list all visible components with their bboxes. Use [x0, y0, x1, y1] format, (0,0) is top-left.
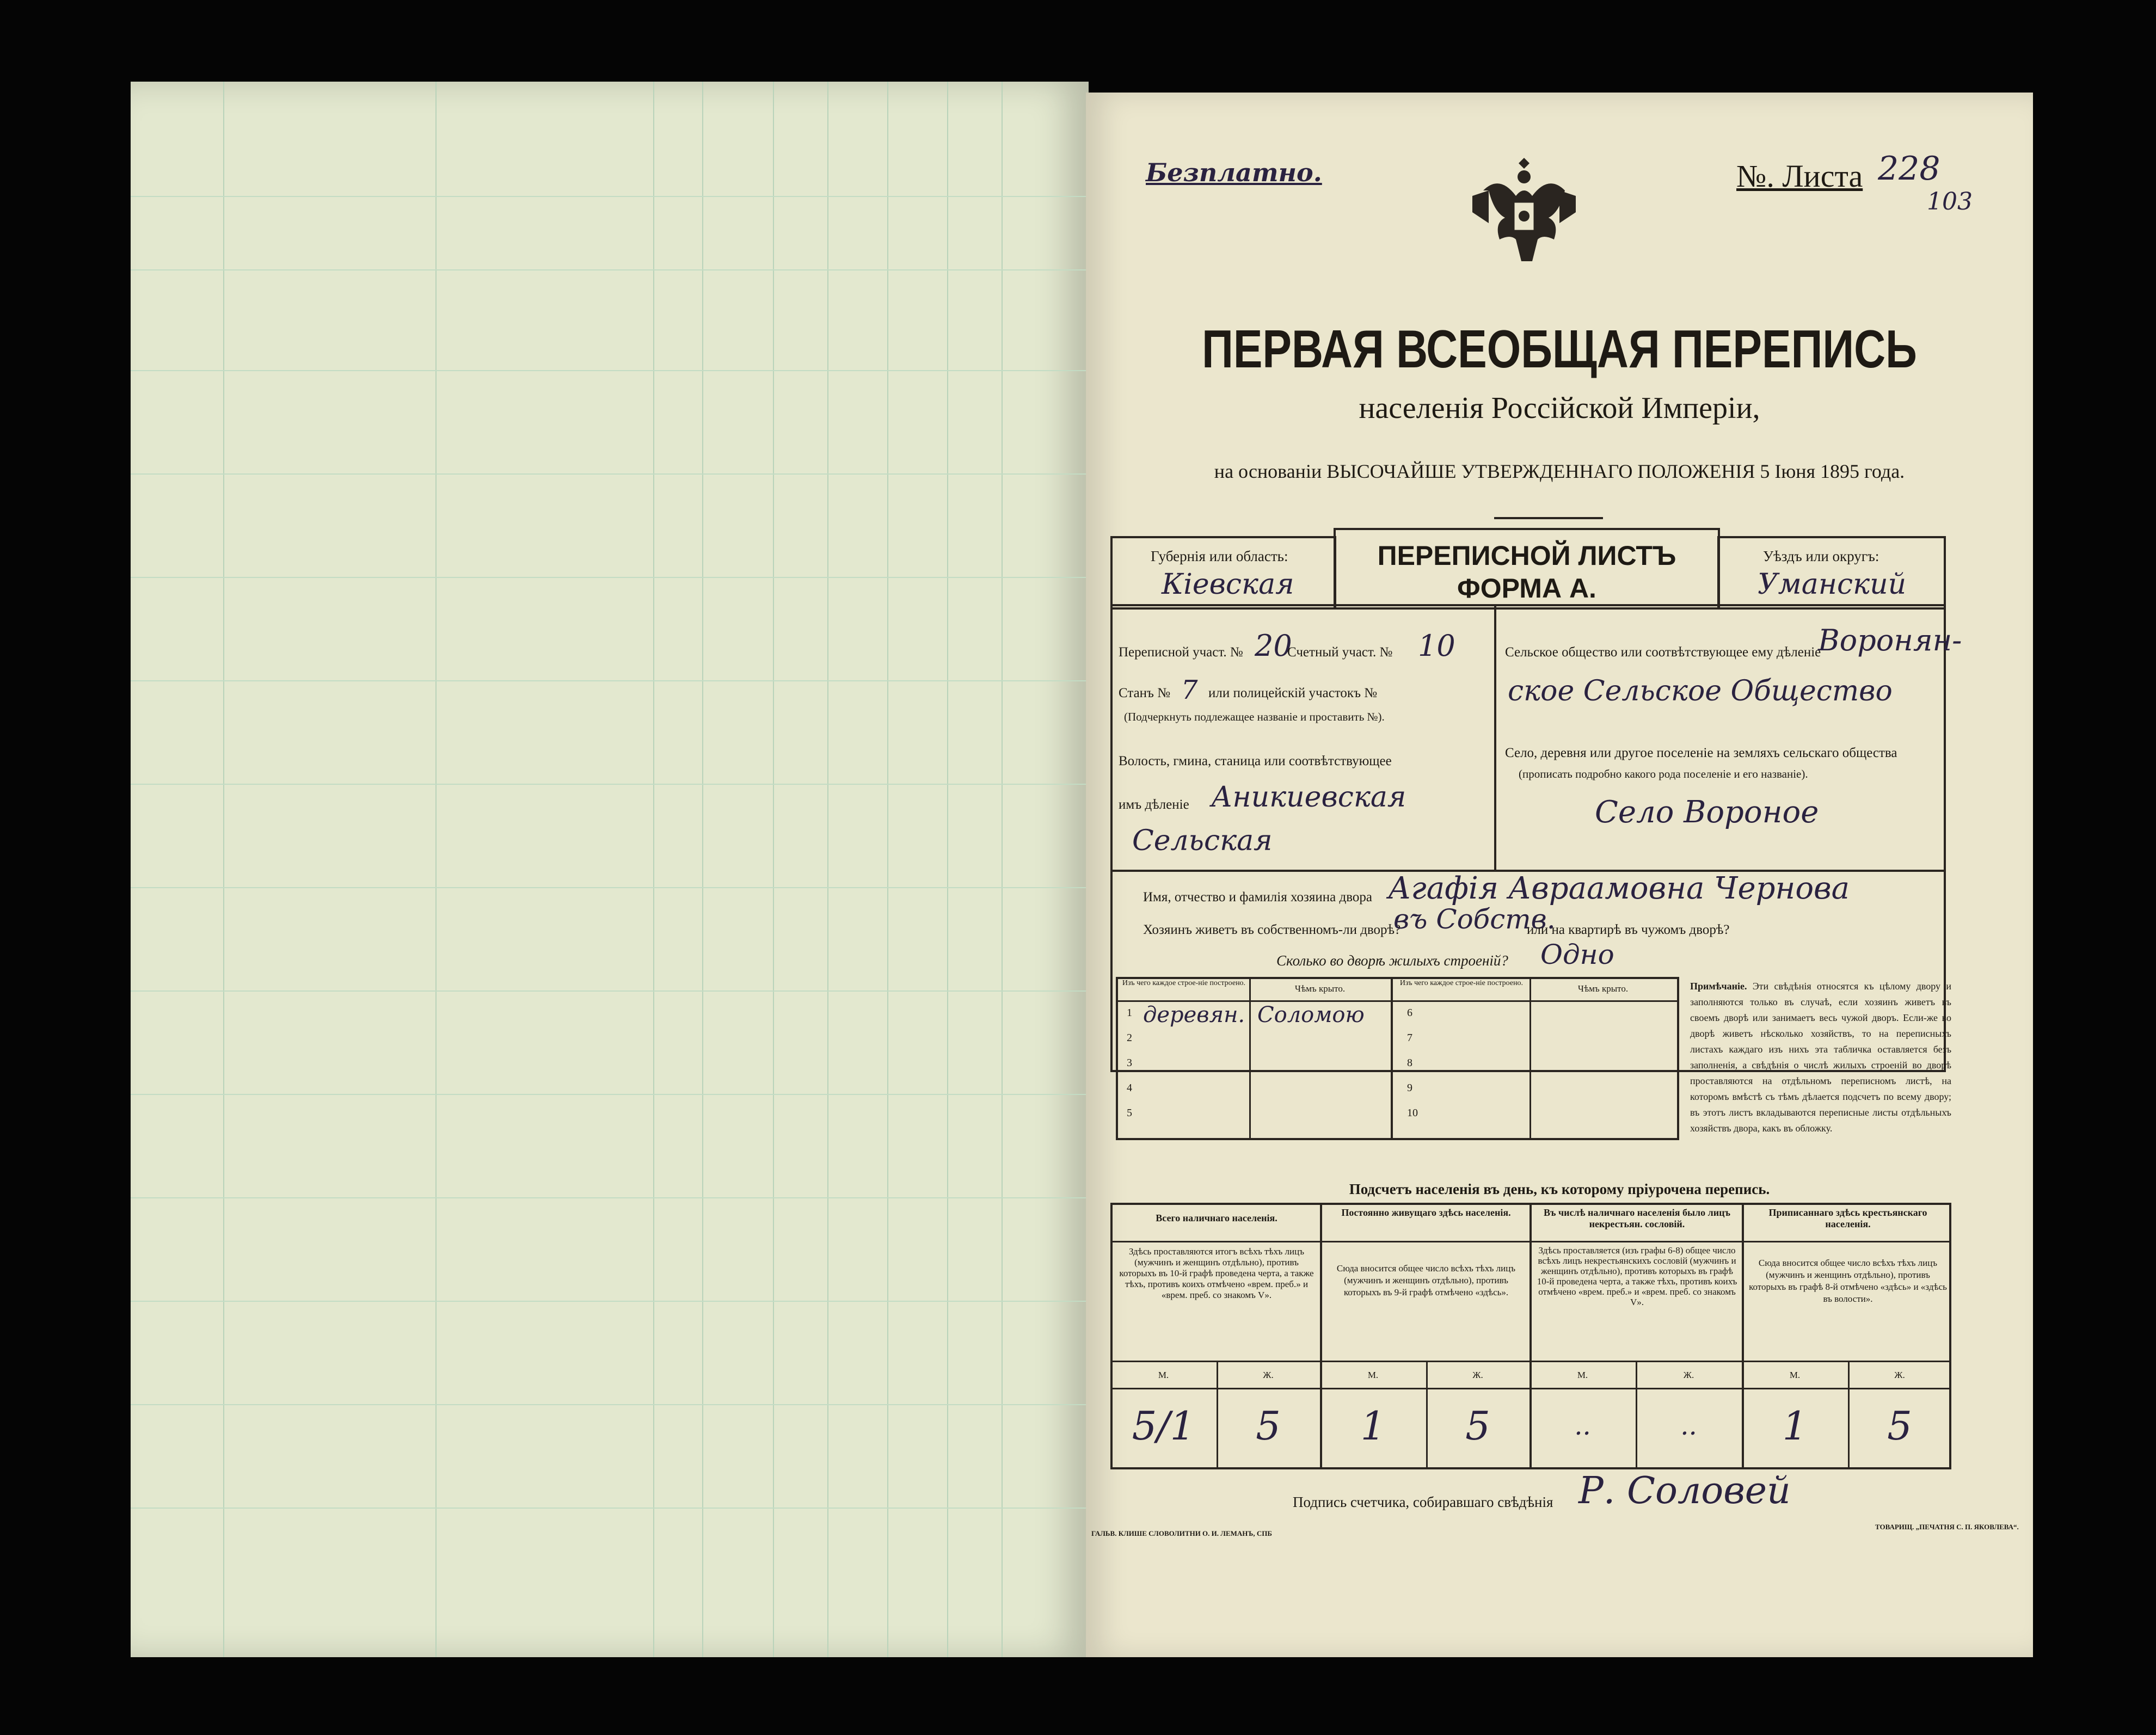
- f-label: Ж.: [1263, 1370, 1274, 1380]
- buildings-col-roof: Чѣмъ крыто.: [1294, 983, 1346, 994]
- row-number: 4: [1127, 1082, 1132, 1094]
- summary-header-registered: Приписаннаго здѣсь крестьянскаго населенія.: [1768, 1207, 1927, 1229]
- signature-label: Подпись счетчика, собиравшаго свѣдѣнія: [1293, 1494, 1553, 1510]
- summary-header-non-peasant: Въ числѣ наличнаго населенія было лицъ некрестьян. сословій.: [1544, 1207, 1730, 1229]
- underline-note: (Подчеркнуть подлежащее названіе и проставить №).: [1124, 710, 1385, 723]
- count-district-value: 10: [1418, 629, 1455, 663]
- gubernia-value: Кіевская: [1162, 568, 1294, 601]
- m-label: М.: [1158, 1370, 1169, 1380]
- summary-value: 1: [1782, 1403, 1808, 1449]
- census-district-value: 20: [1255, 629, 1292, 663]
- uezd-box: [1717, 536, 1946, 610]
- f-label: Ж.: [1472, 1370, 1483, 1380]
- summary-desc-non-peasant: Здѣсь проставляется (изъ графы 6-8) общее число всѣхъ лицъ некрестьянскихъ сословій (мужчинъ и женщинъ отдѣльно), противъ которыхъ въ графѣ 10-й проведена черта, а также тѣхъ, противъ коихъ отмѣчено «врем. преб.» и «врем. преб. со знакомъ V».: [1537, 1245, 1737, 1307]
- owner-label: Имя, отчество и фамилія хозяина двора: [1143, 890, 1372, 905]
- police-label: или полицейскій участокъ №: [1208, 686, 1378, 700]
- summary-value: 5: [1465, 1403, 1490, 1449]
- form-title-box: [1334, 528, 1720, 610]
- note-block: [1690, 979, 1951, 1136]
- m-label: М.: [1367, 1370, 1379, 1380]
- buildings-col-roof-2: Чѣмъ крыто.: [1577, 983, 1629, 994]
- society-value: Воронян-: [1818, 623, 1962, 657]
- row-number: 2: [1127, 1032, 1132, 1044]
- summary-value: 1: [1360, 1403, 1386, 1449]
- census-form-page: [1086, 93, 2033, 1657]
- signature-value: Р. Соловей: [1578, 1469, 1791, 1512]
- form-title-line-1: ПЕРЕПИСНОЙ ЛИСТЪ: [1377, 540, 1676, 571]
- m-label: М.: [1789, 1370, 1801, 1380]
- form-title-line-2: ФОРМА А.: [1457, 573, 1596, 604]
- own-yard-label: Хозяинъ живетъ въ собственномъ-ли дворѣ?: [1143, 922, 1401, 937]
- stan-label: Станъ №: [1119, 686, 1171, 700]
- row-number: 8: [1407, 1057, 1412, 1069]
- gubernia-label: Губернія или область:: [1151, 548, 1288, 564]
- count-district-label: Счетный участ. №: [1287, 645, 1393, 660]
- summary-value: ..: [1680, 1411, 1697, 1441]
- village-note: (прописать подробно какого рода поселеніе и его названіе).: [1519, 767, 1808, 780]
- summary-header-permanent: Постоянно живущаго здѣсь населенія.: [1341, 1207, 1511, 1218]
- row-number: 9: [1407, 1082, 1412, 1094]
- m-label: М.: [1577, 1370, 1588, 1380]
- census-basis: на основаніи ВЫСОЧАЙШЕ УТВЕРЖДЕННАГО ПОЛОЖЕНІЯ 5 Іюня 1895 года.: [1214, 460, 1905, 482]
- note-title: Примѣчаніе.: [1690, 981, 1747, 992]
- printer-left: ГАЛЬВ. КЛИШЕ СЛОВОЛИТНИ О. И. ЛЕМАНЪ, СПБ: [1091, 1529, 1272, 1537]
- summary-value: ..: [1574, 1411, 1591, 1441]
- census-district-label: Переписной участ. №: [1119, 645, 1243, 660]
- gubernia-box: [1110, 536, 1336, 610]
- row-number: 3: [1127, 1057, 1132, 1069]
- row-number: 10: [1407, 1107, 1418, 1119]
- volost-label: Волость, гмина, станица или соотвѣтствующее: [1119, 754, 1392, 768]
- sheet-number-value: 228: [1878, 150, 1940, 188]
- summary-value: 5/1: [1132, 1403, 1195, 1449]
- row-number: 7: [1407, 1032, 1412, 1044]
- volost-value-2: Сельская: [1132, 825, 1273, 857]
- f-label: Ж.: [1683, 1370, 1694, 1380]
- uezd-value: Уманский: [1758, 568, 1907, 601]
- owner-value: Агафія Авраамовна Чернова: [1388, 871, 1850, 906]
- volost-label-2: имъ дѣленіе: [1119, 797, 1189, 812]
- row-number: 5: [1127, 1107, 1132, 1119]
- uezd-label: Уѣздъ или округъ:: [1763, 548, 1879, 564]
- summary-desc-total: Здѣсь проставляются итогъ всѣхъ тѣхъ лицъ (мужчинъ и женщинъ отдѣльно), противъ которыхъ въ 10-й графѣ проведена черта, а также тѣхъ, противъ коихъ отмѣчено «врем. преб.» и «врем. преб. со знакомъ V».: [1119, 1246, 1314, 1300]
- village-value: Село Вороное: [1595, 795, 1819, 830]
- society-label: Сельское общество или соотвѣтствующее ему дѣленіе: [1505, 645, 1821, 660]
- left-page: [131, 82, 1089, 1657]
- summary-desc-registered: Сюда вносится общее число всѣхъ тѣхъ лицъ (мужчинъ и женщинъ отдѣльно), противъ которыхъ въ графѣ 8-й отмѣчено «здѣсь» и «здѣсь въ волости».: [1749, 1258, 1947, 1304]
- sheet-number-label: №. Листа: [1736, 158, 1863, 194]
- village-label: Село, деревня или другое поселеніе на земляхъ сельскаго общества: [1505, 746, 1897, 760]
- sheet-number-extra: 103: [1927, 188, 1973, 216]
- double-headed-eagle-emblem: [1461, 147, 1587, 272]
- row-number: 1: [1127, 1007, 1132, 1019]
- summary-value: 5: [1887, 1403, 1912, 1449]
- building-material-value: деревян.: [1143, 1002, 1245, 1028]
- printer-right: ТОВАРИЩ. „ПЕЧАТНЯ С. П. ЯКОВЛЕВА“.: [1875, 1523, 2019, 1531]
- f-label: Ж.: [1894, 1370, 1905, 1380]
- summary-title: Подсчетъ населенія въ день, къ которому пріурочена перепись.: [1349, 1181, 1770, 1197]
- buildings-value: Одно: [1540, 939, 1614, 970]
- row-number: 6: [1407, 1007, 1412, 1019]
- free-label: Безплатно.: [1146, 158, 1322, 187]
- note-text: Эти свѣдѣнія относятся къ цѣлому двору и заполняются только въ случаѣ, если хозяинъ живетъ въ своемъ дворѣ или занимаетъ весь чужой дворъ. Если-же во дворѣ живетъ нѣсколько хозяйствъ, то на переписныхъ листахъ каждаго изъ нихъ эта табличка оставляется безъ заполненія, а свѣдѣнія о числѣ жилыхъ строеній во дворѣ проставляются на отдѣльномъ переписномъ листѣ, на которомъ вмѣстѣ съ тѣмъ дѣлается подсчетъ по всему двору; въ этотъ листъ вкладываются переписные листы отдѣльныхъ хозяйствъ двора, какъ въ обложку.: [1690, 981, 1951, 1134]
- census-title: ПЕРВАЯ ВСЕОБЩАЯ ПЕРЕПИСЬ: [1202, 319, 1917, 379]
- rent-label: или на квартирѣ въ чужомъ дворѣ?: [1527, 922, 1730, 937]
- summary-value: 5: [1256, 1403, 1281, 1449]
- building-roof-value: Соломою: [1257, 1002, 1365, 1028]
- buildings-label: Сколько во дворѣ жилыхъ строеній?: [1276, 952, 1508, 969]
- society-value-2: ское Сельское Общество: [1508, 675, 1893, 707]
- fields-divider-vertical: [1494, 604, 1496, 871]
- ornament-divider: [1494, 517, 1603, 519]
- summary-header-total: Всего наличнаго населенія.: [1156, 1213, 1277, 1223]
- buildings-col-material-2: Изъ чего каждое строе-ніе построено.: [1399, 979, 1524, 987]
- summary-desc-permanent: Сюда вносится общее число всѣхъ тѣхъ лицъ (мужчинъ и женщинъ отдѣльно), противъ которыхъ въ 9-й графѣ отмѣчено «здѣсь».: [1336, 1263, 1516, 1297]
- census-subtitle: населенія Россійской Имперіи,: [1359, 391, 1760, 425]
- own-yard-value: въ Собств.: [1393, 903, 1556, 935]
- volost-value: Аникиевская: [1211, 781, 1406, 814]
- stan-value: 7: [1181, 675, 1198, 705]
- buildings-col-material: Изъ чего каждое строе-ніе построено.: [1122, 979, 1246, 987]
